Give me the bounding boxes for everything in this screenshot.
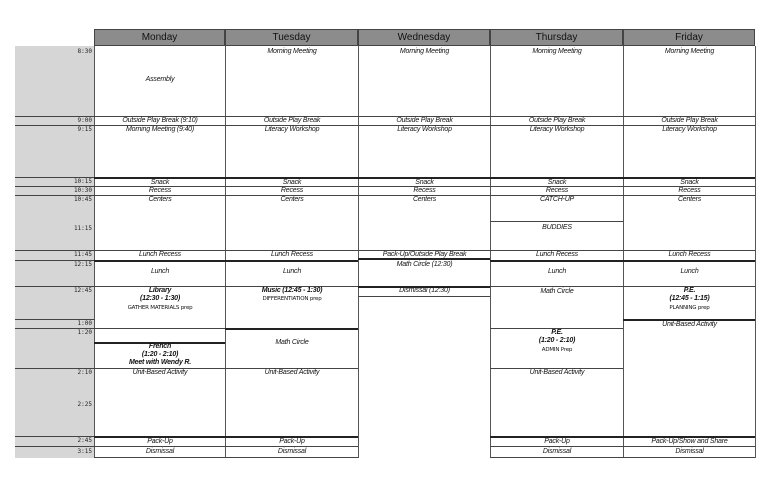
monday-assembly: Assembly [145,76,175,83]
monday-lunch: Lunch [150,268,170,275]
thursday-pe: P.E. [551,329,563,336]
time-label: 2:45 [77,437,92,444]
monday-meet-wendy: Meet with Wendy R. [129,359,191,366]
time-label: 8:30 [77,48,92,55]
time-label: 2:25 [77,401,92,408]
time-label: 9:00 [77,117,92,124]
time-label: 10:45 [73,196,92,203]
monday-french-time: (1:20 - 2:10) [141,351,179,358]
monday-lunch-recess: Lunch Recess [139,251,181,258]
grid-line [15,186,95,187]
grid-line [623,457,755,458]
monday-pack-up: Pack-Up [147,438,173,445]
time-label: 12:45 [73,287,92,294]
time-label: 11:45 [73,251,92,258]
thursday-pe-time: (1:20 - 2:10) [538,337,576,344]
friday-centers: Centers [677,196,702,203]
time-label: 12:15 [73,261,92,268]
thursday-buddies: BUDDIES [542,224,572,231]
grid-line [490,260,623,262]
friday-unit-activity: Unit-Based Activity [662,321,717,328]
time-label: 10:30 [73,187,92,194]
monday-centers: Centers [148,196,172,203]
grid-line [94,457,225,458]
grid-line [15,286,95,287]
grid-line [15,436,95,437]
friday-lunch: Lunch [680,268,699,275]
tuesday-snack: Snack [282,179,302,186]
header-friday: Friday [623,29,755,46]
time-label: 2:10 [77,369,92,376]
grid-line [623,446,755,447]
header-monday: Monday [94,29,225,46]
wednesday-pack-up-break: Pack-Up/Outside Play Break [382,251,467,258]
monday-french: French [148,343,172,350]
monday-snack: Snack [150,179,170,186]
grid-line [15,319,95,320]
grid-line [225,457,358,458]
thursday-lunch: Lunch [547,268,567,275]
wednesday-morning-meeting: Morning Meeting [399,48,450,55]
monday-morning-meeting: Morning Meeting (9:40) [126,126,194,133]
grid-line [15,250,95,251]
thursday-recess: Recess [545,187,569,194]
time-label: 10:15 [73,178,92,185]
grid-line [490,446,623,447]
grid-line [15,195,95,196]
grid-line [225,260,358,262]
tuesday-lunch: Lunch [282,268,302,275]
tuesday-morning-meeting: Morning Meeting [267,48,317,55]
grid-line [490,221,623,222]
thursday-pe-prep: ADMIN Prep [541,347,573,353]
monday-unit-activity: Unit-Based Activity [132,369,188,376]
grid-line [623,260,755,262]
thursday-literacy: Literacy Workshop [529,126,585,133]
grid-line [94,328,225,329]
friday-pe: P.E. [683,287,696,294]
grid-line [225,328,358,330]
thursday-catch-up: CATCH-UP [539,196,575,203]
tuesday-literacy: Literacy Workshop [264,126,320,133]
wednesday-recess: Recess [413,187,436,194]
monday-outside-play: Outside Play Break (9:10) [122,117,198,124]
wednesday-centers: Centers [412,196,437,203]
monday-recess: Recess [148,187,172,194]
tuesday-music: Music (12:45 - 1:30) [261,287,323,294]
time-label: 11:15 [73,225,92,232]
thursday-dismissal: Dismissal [542,448,572,455]
friday-literacy: Literacy Workshop [662,126,717,133]
tuesday-centers: Centers [280,196,304,203]
thursday-pack-up: Pack-Up [544,438,570,445]
friday-pe-prep: PLANNING prep [669,305,710,311]
time-label: 1:00 [77,320,92,327]
grid-line [490,457,623,458]
thursday-outside-play: Outside Play Break [528,117,586,124]
wednesday-outside-play: Outside Play Break [396,117,453,124]
tuesday-music-prep: DIFFERENTIATION prep [262,296,322,302]
tuesday-pack-up: Pack-Up [279,438,305,445]
wednesday-snack: Snack [415,179,434,186]
monday-library-prep: GATHER MATERIALS prep [127,305,193,311]
time-label: 3:15 [77,448,92,455]
grid-line [15,177,95,178]
thursday-morning-meeting: Morning Meeting [532,48,582,55]
tuesday-unit-activity: Unit-Based Activity [264,369,320,376]
grid-line [225,446,358,447]
friday-lunch-recess: Lunch Recess [668,251,711,258]
grid-line [15,260,95,261]
friday-dismissal: Dismissal [675,448,704,455]
grid-line [15,446,95,447]
friday-pack-up-show: Pack-Up/Show and Share [651,438,728,445]
grid-line [755,46,756,458]
tuesday-outside-play: Outside Play Break [263,117,321,124]
wednesday-math-circle: Math Circle (12:30) [396,261,453,268]
header-tuesday: Tuesday [225,29,358,46]
grid-line [490,286,623,287]
grid-line [15,125,95,126]
wednesday-literacy: Literacy Workshop [397,126,452,133]
tuesday-math-circle: Math Circle [275,339,309,346]
friday-recess: Recess [678,187,701,194]
friday-outside-play: Outside Play Break [661,117,718,124]
grid-line [358,296,490,297]
thursday-lunch-recess: Lunch Recess [536,251,578,258]
tuesday-lunch-recess: Lunch Recess [271,251,313,258]
wednesday-dismissal: Dismissal (12:30) [399,287,450,294]
monday-library: Library [148,287,172,294]
time-label: 9:15 [77,126,92,133]
grid-line [15,116,95,117]
monday-library-time: (12:30 - 1:30) [140,295,180,302]
monday-dismissal: Dismissal [145,448,175,455]
grid-line [94,446,225,447]
thursday-snack: Snack [547,179,567,186]
thursday-unit-activity: Unit-Based Activity [529,369,585,376]
grid-line [15,328,95,329]
grid-line [94,260,225,262]
friday-snack: Snack [680,179,699,186]
header-thursday: Thursday [490,29,623,46]
friday-morning-meeting: Morning Meeting [664,48,715,55]
tuesday-dismissal: Dismissal [277,448,307,455]
thursday-math-circle: Math Circle [540,288,574,295]
friday-pe-time: (12:45 - 1:15) [669,295,710,302]
time-label: 1:20 [77,329,92,336]
tuesday-recess: Recess [280,187,304,194]
header-wednesday: Wednesday [358,29,490,46]
grid-line [15,368,95,369]
